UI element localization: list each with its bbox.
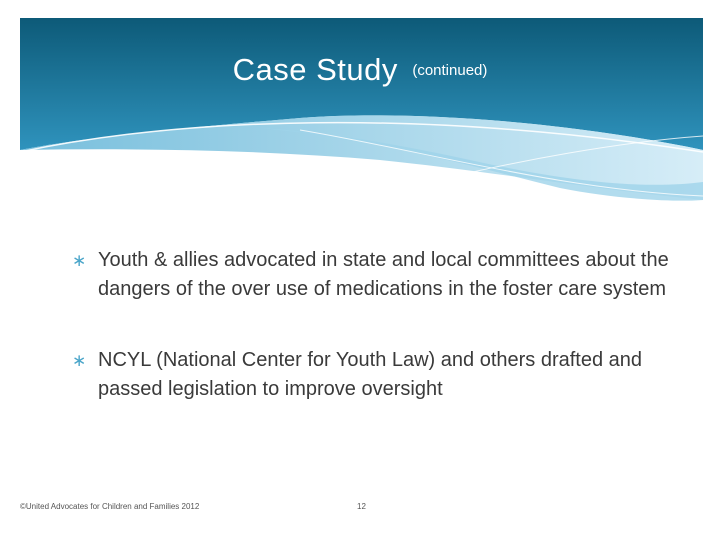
title-banner [0, 0, 720, 210]
asterisk-bullet-icon: ∗ [72, 351, 87, 370]
bullet-item [72, 246, 672, 304]
bullet-list [72, 246, 672, 446]
title-row [0, 52, 720, 88]
page-number: 12 [357, 502, 366, 511]
bullet-text: NCYL (National Center for Youth Law) and others drafted and passed legislation to improve oversight [98, 349, 643, 400]
slide-subtitle: (continued) [412, 61, 488, 79]
bullet-item [72, 346, 672, 404]
slide-title: Case Study [232, 52, 398, 87]
banner-wave-graphic [0, 0, 720, 210]
asterisk-bullet-icon: ∗ [72, 251, 87, 270]
footer-copyright: ©United Advocates for Children and Families 2012 [20, 502, 200, 511]
bullet-text: Youth & allies advocated in state and local committees about the dangers of the over use of medications in the foster care system [98, 249, 669, 300]
